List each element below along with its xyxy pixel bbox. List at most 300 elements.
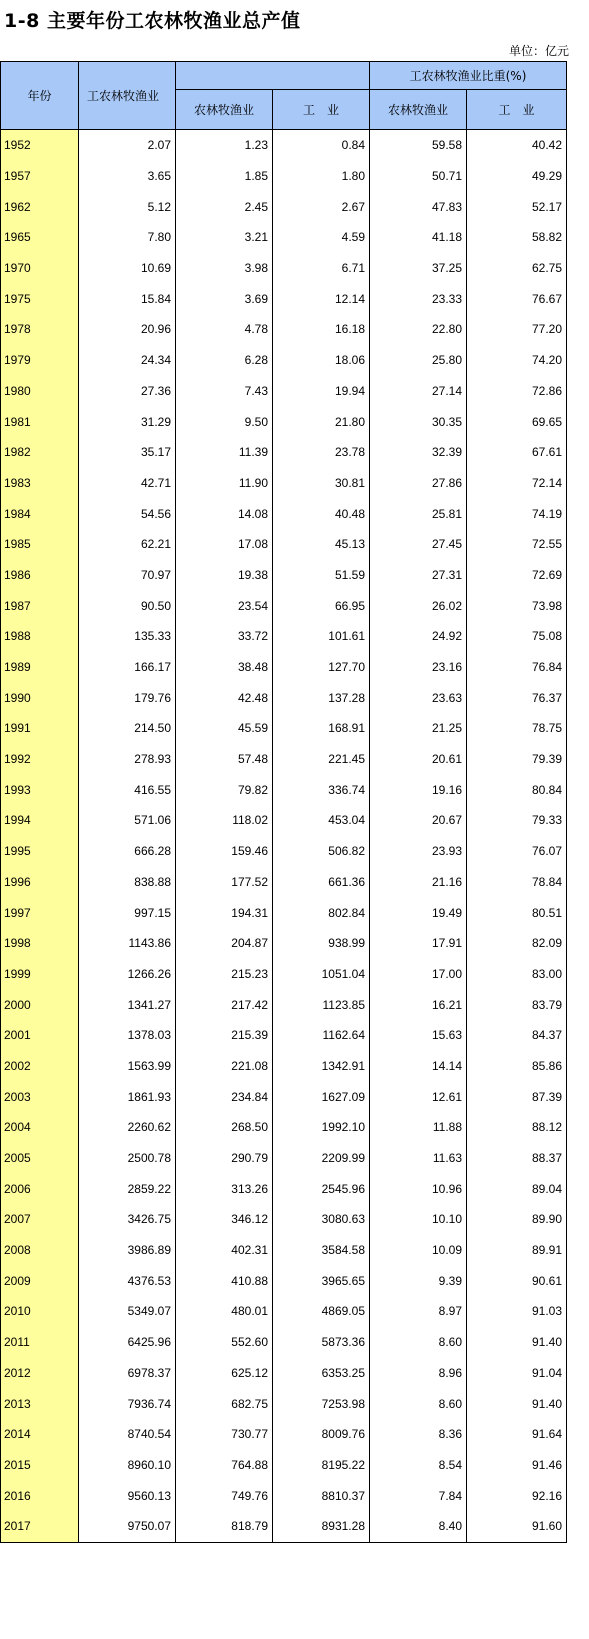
header-industry: 工 业	[273, 90, 370, 130]
cell-total: 8960.10	[79, 1450, 176, 1481]
cell-agri: 7.43	[176, 376, 273, 407]
cell-year: 1997	[1, 897, 79, 928]
table-row	[1, 1112, 567, 1143]
cell-year: 1983	[1, 468, 79, 499]
cell-agri: 1.23	[176, 130, 273, 161]
cell-year: 1998	[1, 928, 79, 959]
cell-agri: 3.98	[176, 253, 273, 284]
cell-total: 27.36	[79, 376, 176, 407]
cell-agri-ratio: 11.63	[370, 1143, 467, 1174]
cell-year: 2011	[1, 1327, 79, 1358]
cell-industry-ratio: 83.79	[467, 989, 567, 1020]
cell-agri-ratio: 17.00	[370, 959, 467, 990]
cell-year: 1978	[1, 314, 79, 345]
cell-agri: 290.79	[176, 1143, 273, 1174]
cell-total: 1563.99	[79, 1051, 176, 1082]
cell-total: 7936.74	[79, 1388, 176, 1419]
cell-agri-ratio: 59.58	[370, 130, 467, 161]
cell-industry-ratio: 91.03	[467, 1296, 567, 1327]
cell-agri: 313.26	[176, 1173, 273, 1204]
cell-agri-ratio: 16.21	[370, 989, 467, 1020]
cell-agri-ratio: 23.16	[370, 652, 467, 683]
header-year: 年份	[1, 62, 79, 130]
unit-label: 单位：亿元	[508, 44, 569, 58]
cell-year: 2014	[1, 1419, 79, 1450]
cell-year: 1994	[1, 805, 79, 836]
table-row	[1, 1480, 567, 1511]
table-row	[1, 1419, 567, 1450]
cell-total: 2.07	[79, 130, 176, 161]
cell-total: 3.65	[79, 161, 176, 192]
table-body	[1, 130, 567, 1543]
cell-industry-ratio: 91.40	[467, 1327, 567, 1358]
cell-year: 1986	[1, 560, 79, 591]
cell-agri-ratio: 24.92	[370, 621, 467, 652]
cell-agri-ratio: 9.39	[370, 1265, 467, 1296]
table-row	[1, 1173, 567, 1204]
cell-industry: 3080.63	[273, 1204, 370, 1235]
cell-year: 1984	[1, 498, 79, 529]
cell-total: 3986.89	[79, 1235, 176, 1266]
cell-total: 1341.27	[79, 989, 176, 1020]
cell-industry: 30.81	[273, 468, 370, 499]
cell-industry-ratio: 40.42	[467, 130, 567, 161]
cell-year: 1995	[1, 836, 79, 867]
header-ratio-group: 工农林牧渔业比重(%)	[370, 62, 567, 90]
cell-total: 2500.78	[79, 1143, 176, 1174]
cell-industry-ratio: 58.82	[467, 222, 567, 253]
cell-industry: 506.82	[273, 836, 370, 867]
cell-industry: 127.70	[273, 652, 370, 683]
cell-year: 2017	[1, 1511, 79, 1542]
cell-total: 5349.07	[79, 1296, 176, 1327]
cell-agri-ratio: 20.67	[370, 805, 467, 836]
cell-industry-ratio: 91.40	[467, 1388, 567, 1419]
cell-agri-ratio: 41.18	[370, 222, 467, 253]
cell-industry-ratio: 88.12	[467, 1112, 567, 1143]
cell-total: 571.06	[79, 805, 176, 836]
cell-agri: 14.08	[176, 498, 273, 529]
cell-industry: 8195.22	[273, 1450, 370, 1481]
cell-agri: 215.23	[176, 959, 273, 990]
cell-industry-ratio: 91.60	[467, 1511, 567, 1542]
cell-total: 1143.86	[79, 928, 176, 959]
cell-total: 666.28	[79, 836, 176, 867]
table-row	[1, 253, 567, 284]
cell-year: 2013	[1, 1388, 79, 1419]
cell-agri-ratio: 23.63	[370, 682, 467, 713]
table-row	[1, 1265, 567, 1296]
cell-total: 4376.53	[79, 1265, 176, 1296]
cell-total: 2859.22	[79, 1173, 176, 1204]
table-row	[1, 283, 567, 314]
cell-agri-ratio: 10.10	[370, 1204, 467, 1235]
cell-industry: 661.36	[273, 867, 370, 898]
cell-agri: 749.76	[176, 1480, 273, 1511]
cell-agri-ratio: 27.14	[370, 376, 467, 407]
cell-industry-ratio: 89.90	[467, 1204, 567, 1235]
cell-industry-ratio: 67.61	[467, 437, 567, 468]
cell-agri: 2.45	[176, 191, 273, 222]
cell-industry-ratio: 76.67	[467, 283, 567, 314]
cell-total: 9560.13	[79, 1480, 176, 1511]
cell-year: 1992	[1, 744, 79, 775]
cell-agri: 268.50	[176, 1112, 273, 1143]
cell-total: 997.15	[79, 897, 176, 928]
cell-total: 70.97	[79, 560, 176, 591]
cell-year: 1999	[1, 959, 79, 990]
cell-industry: 45.13	[273, 529, 370, 560]
cell-industry: 2209.99	[273, 1143, 370, 1174]
cell-industry: 3584.58	[273, 1235, 370, 1266]
table-row	[1, 590, 567, 621]
cell-agri-ratio: 27.31	[370, 560, 467, 591]
cell-agri-ratio: 27.86	[370, 468, 467, 499]
cell-industry-ratio: 76.07	[467, 836, 567, 867]
cell-agri: 33.72	[176, 621, 273, 652]
cell-agri: 194.31	[176, 897, 273, 928]
cell-agri: 159.46	[176, 836, 273, 867]
cell-industry-ratio: 78.84	[467, 867, 567, 898]
cell-total: 31.29	[79, 406, 176, 437]
cell-year: 1989	[1, 652, 79, 683]
cell-agri: 9.50	[176, 406, 273, 437]
cell-agri-ratio: 8.96	[370, 1358, 467, 1389]
cell-industry: 168.91	[273, 713, 370, 744]
cell-year: 1993	[1, 774, 79, 805]
cell-industry-ratio: 80.84	[467, 774, 567, 805]
cell-industry: 1342.91	[273, 1051, 370, 1082]
cell-year: 2015	[1, 1450, 79, 1481]
cell-industry: 6.71	[273, 253, 370, 284]
cell-total: 24.34	[79, 345, 176, 376]
header-blank	[176, 62, 370, 90]
cell-agri: 682.75	[176, 1388, 273, 1419]
cell-industry: 1992.10	[273, 1112, 370, 1143]
cell-agri: 410.88	[176, 1265, 273, 1296]
table-row	[1, 897, 567, 928]
cell-industry: 12.14	[273, 283, 370, 314]
cell-year: 1985	[1, 529, 79, 560]
cell-industry: 66.95	[273, 590, 370, 621]
cell-year: 1970	[1, 253, 79, 284]
cell-industry-ratio: 76.84	[467, 652, 567, 683]
cell-agri: 346.12	[176, 1204, 273, 1235]
cell-industry: 8810.37	[273, 1480, 370, 1511]
cell-industry: 938.99	[273, 928, 370, 959]
cell-year: 1982	[1, 437, 79, 468]
cell-industry-ratio: 72.86	[467, 376, 567, 407]
cell-industry: 19.94	[273, 376, 370, 407]
cell-agri-ratio: 10.96	[370, 1173, 467, 1204]
cell-industry-ratio: 74.19	[467, 498, 567, 529]
page-title: 1-8 主要年份工农林牧渔业总产值	[4, 10, 301, 32]
cell-agri: 402.31	[176, 1235, 273, 1266]
cell-industry: 6353.25	[273, 1358, 370, 1389]
cell-agri-ratio: 20.61	[370, 744, 467, 775]
cell-year: 2002	[1, 1051, 79, 1082]
cell-industry: 5873.36	[273, 1327, 370, 1358]
cell-year: 2004	[1, 1112, 79, 1143]
cell-year: 1965	[1, 222, 79, 253]
table-row	[1, 1204, 567, 1235]
cell-industry-ratio: 72.55	[467, 529, 567, 560]
cell-agri: 3.69	[176, 283, 273, 314]
cell-industry-ratio: 85.86	[467, 1051, 567, 1082]
cell-year: 2012	[1, 1358, 79, 1389]
cell-year: 1962	[1, 191, 79, 222]
table-row	[1, 867, 567, 898]
table-row	[1, 928, 567, 959]
cell-industry: 4869.05	[273, 1296, 370, 1327]
cell-agri-ratio: 8.40	[370, 1511, 467, 1542]
cell-industry-ratio: 79.33	[467, 805, 567, 836]
cell-agri-ratio: 7.84	[370, 1480, 467, 1511]
cell-agri-ratio: 47.83	[370, 191, 467, 222]
cell-industry: 40.48	[273, 498, 370, 529]
table-row	[1, 560, 567, 591]
cell-industry: 1123.85	[273, 989, 370, 1020]
cell-total: 1266.26	[79, 959, 176, 990]
cell-agri: 204.87	[176, 928, 273, 959]
cell-industry: 0.84	[273, 130, 370, 161]
cell-year: 1987	[1, 590, 79, 621]
table-row	[1, 836, 567, 867]
cell-year: 2009	[1, 1265, 79, 1296]
cell-agri-ratio: 25.81	[370, 498, 467, 529]
cell-year: 1996	[1, 867, 79, 898]
cell-industry: 21.80	[273, 406, 370, 437]
cell-agri-ratio: 8.60	[370, 1327, 467, 1358]
cell-industry-ratio: 73.98	[467, 590, 567, 621]
cell-agri: 625.12	[176, 1358, 273, 1389]
table-row	[1, 1388, 567, 1419]
cell-total: 6978.37	[79, 1358, 176, 1389]
cell-total: 3426.75	[79, 1204, 176, 1235]
cell-agri-ratio: 23.93	[370, 836, 467, 867]
cell-year: 2003	[1, 1081, 79, 1112]
cell-total: 9750.07	[79, 1511, 176, 1542]
cell-total: 838.88	[79, 867, 176, 898]
cell-industry-ratio: 49.29	[467, 161, 567, 192]
cell-year: 1957	[1, 161, 79, 192]
cell-industry: 1.80	[273, 161, 370, 192]
table-row	[1, 1358, 567, 1389]
cell-agri: 57.48	[176, 744, 273, 775]
cell-agri-ratio: 19.49	[370, 897, 467, 928]
cell-industry: 4.59	[273, 222, 370, 253]
cell-industry-ratio: 75.08	[467, 621, 567, 652]
cell-year: 2007	[1, 1204, 79, 1235]
table-row	[1, 1143, 567, 1174]
cell-agri-ratio: 25.80	[370, 345, 467, 376]
cell-agri-ratio: 32.39	[370, 437, 467, 468]
cell-industry: 453.04	[273, 805, 370, 836]
cell-industry: 3965.65	[273, 1265, 370, 1296]
cell-year: 2001	[1, 1020, 79, 1051]
cell-industry-ratio: 78.75	[467, 713, 567, 744]
cell-total: 10.69	[79, 253, 176, 284]
cell-industry-ratio: 90.61	[467, 1265, 567, 1296]
cell-industry-ratio: 84.37	[467, 1020, 567, 1051]
table-row	[1, 376, 567, 407]
cell-total: 2260.62	[79, 1112, 176, 1143]
cell-agri: 1.85	[176, 161, 273, 192]
cell-industry-ratio: 76.37	[467, 682, 567, 713]
table-row	[1, 1450, 567, 1481]
cell-industry: 51.59	[273, 560, 370, 591]
table-row	[1, 989, 567, 1020]
cell-industry-ratio: 87.39	[467, 1081, 567, 1112]
cell-total: 214.50	[79, 713, 176, 744]
cell-agri-ratio: 23.33	[370, 283, 467, 314]
cell-year: 2016	[1, 1480, 79, 1511]
cell-industry: 336.74	[273, 774, 370, 805]
cell-industry: 1051.04	[273, 959, 370, 990]
cell-agri: 118.02	[176, 805, 273, 836]
cell-total: 8740.54	[79, 1419, 176, 1450]
cell-industry: 101.61	[273, 621, 370, 652]
table-row	[1, 805, 567, 836]
cell-agri: 730.77	[176, 1419, 273, 1450]
cell-industry: 2545.96	[273, 1173, 370, 1204]
cell-industry-ratio: 69.65	[467, 406, 567, 437]
cell-total: 90.50	[79, 590, 176, 621]
cell-agri-ratio: 21.16	[370, 867, 467, 898]
cell-agri-ratio: 8.54	[370, 1450, 467, 1481]
cell-agri-ratio: 30.35	[370, 406, 467, 437]
cell-agri: 17.08	[176, 529, 273, 560]
cell-agri: 480.01	[176, 1296, 273, 1327]
table-row	[1, 222, 567, 253]
data-table	[0, 61, 567, 1543]
cell-industry-ratio: 72.69	[467, 560, 567, 591]
table-row	[1, 1327, 567, 1358]
table-row	[1, 130, 567, 161]
table-row	[1, 1081, 567, 1112]
cell-agri: 79.82	[176, 774, 273, 805]
cell-industry: 23.78	[273, 437, 370, 468]
header-total: 工农林牧渔业	[79, 62, 176, 130]
table-row	[1, 345, 567, 376]
cell-agri: 552.60	[176, 1327, 273, 1358]
cell-industry: 802.84	[273, 897, 370, 928]
cell-agri-ratio: 22.80	[370, 314, 467, 345]
table-row	[1, 406, 567, 437]
table-row	[1, 1051, 567, 1082]
cell-agri-ratio: 11.88	[370, 1112, 467, 1143]
cell-agri: 19.38	[176, 560, 273, 591]
cell-year: 1980	[1, 376, 79, 407]
table-row	[1, 1020, 567, 1051]
cell-industry: 16.18	[273, 314, 370, 345]
cell-total: 7.80	[79, 222, 176, 253]
header-agri: 农林牧渔业	[176, 90, 273, 130]
cell-industry: 8009.76	[273, 1419, 370, 1450]
cell-year: 2006	[1, 1173, 79, 1204]
cell-agri-ratio: 21.25	[370, 713, 467, 744]
cell-agri: 234.84	[176, 1081, 273, 1112]
cell-agri: 764.88	[176, 1450, 273, 1481]
table-row	[1, 774, 567, 805]
cell-industry: 221.45	[273, 744, 370, 775]
cell-industry-ratio: 89.04	[467, 1173, 567, 1204]
cell-industry: 2.67	[273, 191, 370, 222]
cell-industry-ratio: 92.16	[467, 1480, 567, 1511]
table-row	[1, 652, 567, 683]
cell-industry-ratio: 82.09	[467, 928, 567, 959]
cell-total: 54.56	[79, 498, 176, 529]
cell-industry-ratio: 89.91	[467, 1235, 567, 1266]
cell-industry-ratio: 83.00	[467, 959, 567, 990]
cell-year: 1981	[1, 406, 79, 437]
cell-year: 1991	[1, 713, 79, 744]
cell-industry: 1162.64	[273, 1020, 370, 1051]
cell-total: 5.12	[79, 191, 176, 222]
cell-agri: 11.90	[176, 468, 273, 499]
cell-agri-ratio: 8.97	[370, 1296, 467, 1327]
table-row	[1, 713, 567, 744]
cell-industry-ratio: 72.14	[467, 468, 567, 499]
cell-year: 2005	[1, 1143, 79, 1174]
cell-year: 2008	[1, 1235, 79, 1266]
cell-agri-ratio: 8.36	[370, 1419, 467, 1450]
cell-year: 2000	[1, 989, 79, 1020]
cell-agri: 42.48	[176, 682, 273, 713]
cell-industry-ratio: 79.39	[467, 744, 567, 775]
cell-total: 135.33	[79, 621, 176, 652]
cell-agri: 45.59	[176, 713, 273, 744]
cell-total: 416.55	[79, 774, 176, 805]
cell-agri-ratio: 15.63	[370, 1020, 467, 1051]
cell-agri-ratio: 26.02	[370, 590, 467, 621]
cell-agri: 23.54	[176, 590, 273, 621]
table-row	[1, 621, 567, 652]
cell-agri: 221.08	[176, 1051, 273, 1082]
cell-agri-ratio: 50.71	[370, 161, 467, 192]
cell-total: 278.93	[79, 744, 176, 775]
cell-agri: 217.42	[176, 989, 273, 1020]
table-row	[1, 529, 567, 560]
cell-agri: 177.52	[176, 867, 273, 898]
cell-year: 2010	[1, 1296, 79, 1327]
cell-agri-ratio: 8.60	[370, 1388, 467, 1419]
cell-industry: 1627.09	[273, 1081, 370, 1112]
table-row	[1, 161, 567, 192]
table-row	[1, 682, 567, 713]
cell-agri: 215.39	[176, 1020, 273, 1051]
cell-total: 42.71	[79, 468, 176, 499]
cell-agri-ratio: 12.61	[370, 1081, 467, 1112]
table-row	[1, 1511, 567, 1542]
cell-agri: 38.48	[176, 652, 273, 683]
table-row	[1, 468, 567, 499]
cell-total: 1861.93	[79, 1081, 176, 1112]
cell-industry-ratio: 80.51	[467, 897, 567, 928]
cell-year: 1979	[1, 345, 79, 376]
table-row	[1, 1235, 567, 1266]
cell-agri-ratio: 27.45	[370, 529, 467, 560]
cell-year: 1975	[1, 283, 79, 314]
cell-agri: 818.79	[176, 1511, 273, 1542]
cell-industry: 7253.98	[273, 1388, 370, 1419]
cell-agri: 6.28	[176, 345, 273, 376]
cell-industry-ratio: 62.75	[467, 253, 567, 284]
table-row	[1, 498, 567, 529]
cell-industry: 137.28	[273, 682, 370, 713]
cell-industry-ratio: 74.20	[467, 345, 567, 376]
cell-industry-ratio: 88.37	[467, 1143, 567, 1174]
